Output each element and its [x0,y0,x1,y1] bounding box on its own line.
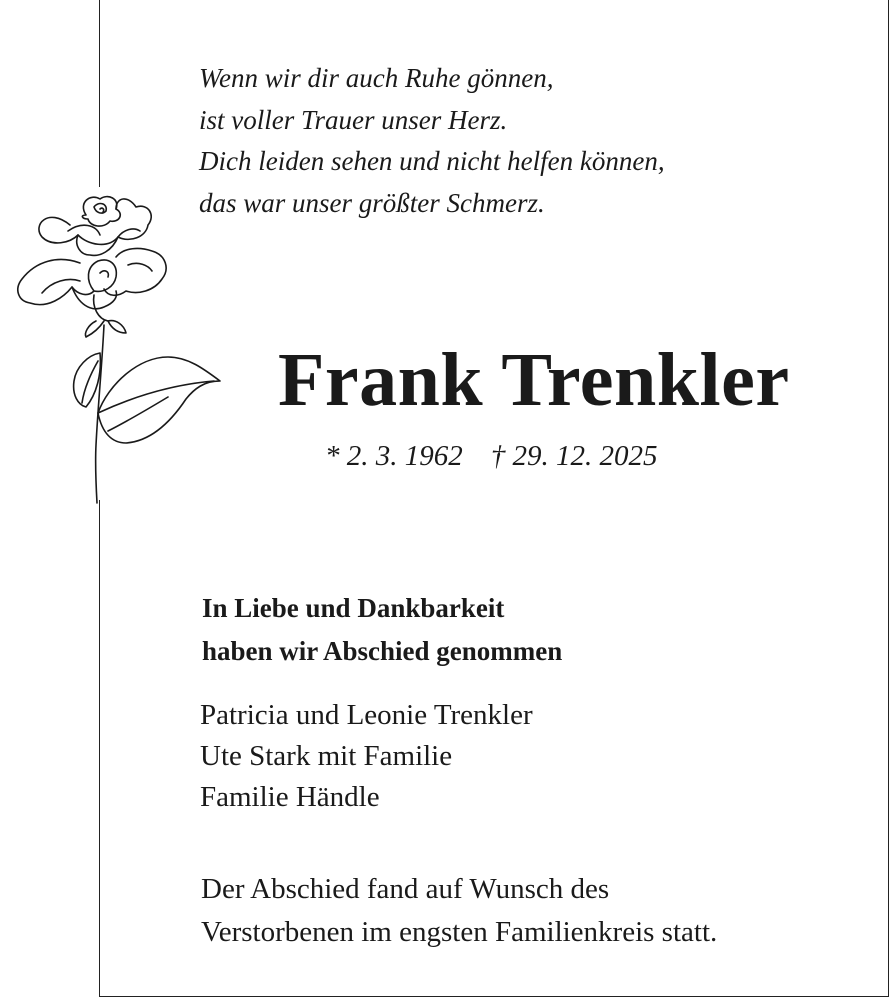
notice-line: Der Abschied fand auf Wunsch des [201,873,610,905]
rose-icon [8,185,223,505]
memorial-poem [199,58,665,224]
poem-line: Wenn wir dir auch Ruhe gönnen, [199,63,554,93]
mourners-list [200,695,533,818]
poem-line: ist voller Trauer unser Herz. [199,104,508,135]
notice-line: Verstorbenen im engsten Familienkreis statt. [201,916,718,948]
farewell-statement [202,587,562,673]
funeral-notice [201,868,717,954]
birth-date: * 2. 3. 1962 [325,440,463,472]
mourner-entry: Familie Händle [200,781,380,813]
life-dates [325,436,658,476]
mourner-entry: Patricia und Leonie Trenkler [200,699,533,731]
poem-line: das war unser größter Schmerz. [199,187,545,218]
farewell-line: In Liebe und Dankbarkeit [202,593,505,623]
death-date: † 29. 12. 2025 [490,440,658,472]
poem-line: Dich leiden sehen und nicht helfen können, [199,146,665,176]
deceased-name: Frank Trenkler [278,338,790,422]
farewell-line: haben wir Abschied genommen [202,636,563,666]
mourner-entry: Ute Stark mit Familie [200,740,453,772]
